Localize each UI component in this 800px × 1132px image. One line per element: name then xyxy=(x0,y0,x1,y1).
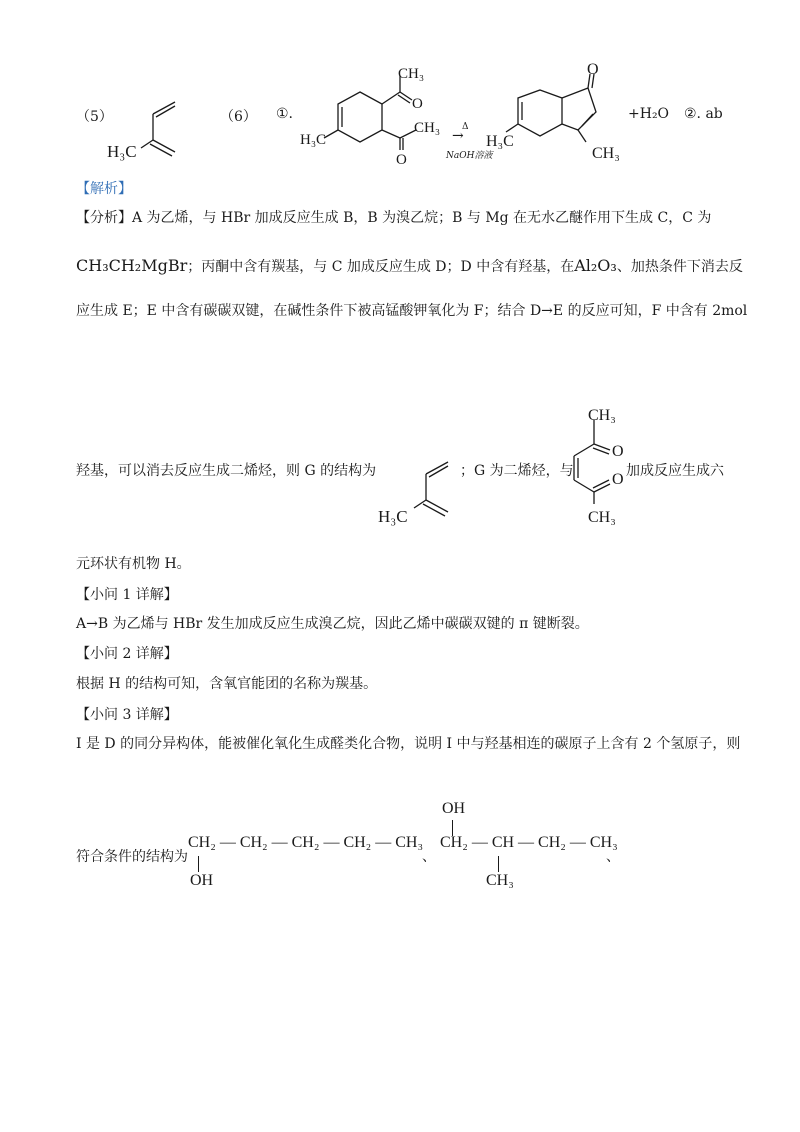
analysis-line-5: 元环状有机物 H。 xyxy=(76,556,191,572)
formula-al2o3: Al₂O₃ xyxy=(574,256,617,275)
analysis-line-1: 【分析】A 为乙烯，与 HBr 加成反应生成 B，B 为溴乙烷；B 与 Mg 在无水乙醚作用下生成 C，C 为 xyxy=(76,210,712,226)
chain1-oh-bond xyxy=(198,856,199,872)
five-ring xyxy=(562,88,596,130)
chain2-c4: CH₃ xyxy=(589,834,618,851)
q5-label: （5） xyxy=(76,109,113,125)
diketone-structure xyxy=(300,60,450,170)
bond xyxy=(153,140,175,152)
ch3-label: CH₃ xyxy=(592,145,620,162)
chain2-oh: OH xyxy=(442,800,466,817)
chain2-ch3-bond xyxy=(498,856,499,872)
q1-heading: 【小问 1 详解】 xyxy=(76,587,178,603)
o-bottom-label: O xyxy=(612,471,624,488)
bond xyxy=(324,130,338,138)
analysis-line-2-text: ；丙酮中含有羰基，与 C 加成反应生成 D；D 中含有羟基，在 xyxy=(187,259,575,275)
q3-text: I 是 D 的同分异构体，能被催化氧化生成醛类化合物，说明 I 中与羟基相连的碳原子上含有 2 个氢原子，则 xyxy=(76,736,741,752)
analysis-line-2-tail: 、加热条件下消去反 xyxy=(616,259,743,275)
chain-1: CH₂ — CH₂ — CH₂ — CH₂ — CH₃ xyxy=(188,834,424,851)
bond xyxy=(400,92,412,100)
chain1-oh: OH xyxy=(190,872,214,889)
o-bottom-label: O xyxy=(396,152,407,168)
h3c-label: H₃C xyxy=(107,142,137,161)
chain1-c3: CH₂ xyxy=(291,834,320,851)
bond xyxy=(150,144,172,156)
q2-text: 根据 H 的结构可知，含氧官能团的名称为羰基。 xyxy=(76,676,378,692)
h3c-label: H₃C xyxy=(300,132,327,148)
analysis-line-3: 应生成 E；E 中含有碳碳双键，在碱性条件下被高锰酸钾氧化为 F；结合 D→E 的反应可知，F 中含有 2mol xyxy=(76,303,748,319)
bond xyxy=(578,130,586,142)
bond xyxy=(423,504,445,516)
chain1-c4: CH₂ xyxy=(343,834,372,851)
bond xyxy=(574,444,594,456)
h3c-label: H₃C xyxy=(378,507,408,526)
product-structure xyxy=(486,58,620,168)
analysis-line-4c: 加成反应生成六 xyxy=(626,463,724,479)
isoprene-structure xyxy=(105,92,185,164)
q3-heading: 【小问 3 详解】 xyxy=(76,707,178,723)
chain2-c2: CH xyxy=(491,834,515,851)
q6-label: （6） xyxy=(220,109,257,125)
jiexi-label: 【解析】 xyxy=(76,181,132,197)
bond xyxy=(574,480,594,492)
analysis-line-2 xyxy=(76,256,743,276)
arrow-condition-top: Δ xyxy=(462,122,469,132)
ring xyxy=(338,92,382,142)
bond xyxy=(382,92,400,104)
analysis-line-4a: 羟基，可以消去反应生成二烯烃，则 G 的结构为 xyxy=(76,463,377,479)
part1-label: ①. xyxy=(276,106,294,122)
arrow-condition-bottom: NaOH溶液 xyxy=(446,151,493,161)
chain1-c1: CH₂ xyxy=(188,834,216,851)
o-top-label: O xyxy=(612,443,624,460)
chain2-ch3: CH₃ xyxy=(486,872,514,889)
bond xyxy=(426,500,448,512)
bond xyxy=(594,484,610,492)
ch3-top-label: CH₃ xyxy=(588,407,616,424)
chain1-c5: CH₃ xyxy=(395,834,424,851)
bond xyxy=(506,124,518,132)
o-label: O xyxy=(587,61,599,78)
formula-ch3ch2mgbr: CH₃CH₂MgBr xyxy=(76,256,188,275)
o-top-label: O xyxy=(412,96,423,112)
h3c-label: H₃C xyxy=(486,133,514,150)
part2-answer: ②. ab xyxy=(684,106,723,122)
ch3-bottom-label: CH₃ xyxy=(588,509,616,526)
bond xyxy=(398,95,410,103)
chain2-c3: CH₂ xyxy=(538,834,566,851)
bond xyxy=(382,130,400,138)
q1-text: A→B 为乙烯与 HBr 发生加成反应生成溴乙烷，因此乙烯中碳碳双键的 π 键断裂。 xyxy=(76,616,589,632)
ch3-top-label: CH₃ xyxy=(398,66,425,82)
bond xyxy=(593,480,609,488)
analysis-line-4b: ；G 为二烯烃，与 xyxy=(460,463,574,479)
separator-2: 、 xyxy=(606,849,620,865)
plus-water: +H₂O xyxy=(628,106,670,122)
q3-struct-prefix: 符合条件的结构为 xyxy=(76,849,188,865)
chain1-c2: CH₂ xyxy=(239,834,268,851)
q2-heading: 【小问 2 详解】 xyxy=(76,646,178,662)
g-structure xyxy=(376,450,456,530)
ch3-bottom-label: CH₃ xyxy=(414,120,441,136)
reaction-arrow: → xyxy=(452,128,464,144)
ring-double-bond xyxy=(582,114,593,126)
separator-1: 、 xyxy=(422,849,436,865)
chain2-c1: CH₂ xyxy=(440,834,468,851)
six-ring xyxy=(518,90,562,136)
chain-2: CH₂ — CH — CH₂ — CH₃ xyxy=(440,834,618,851)
